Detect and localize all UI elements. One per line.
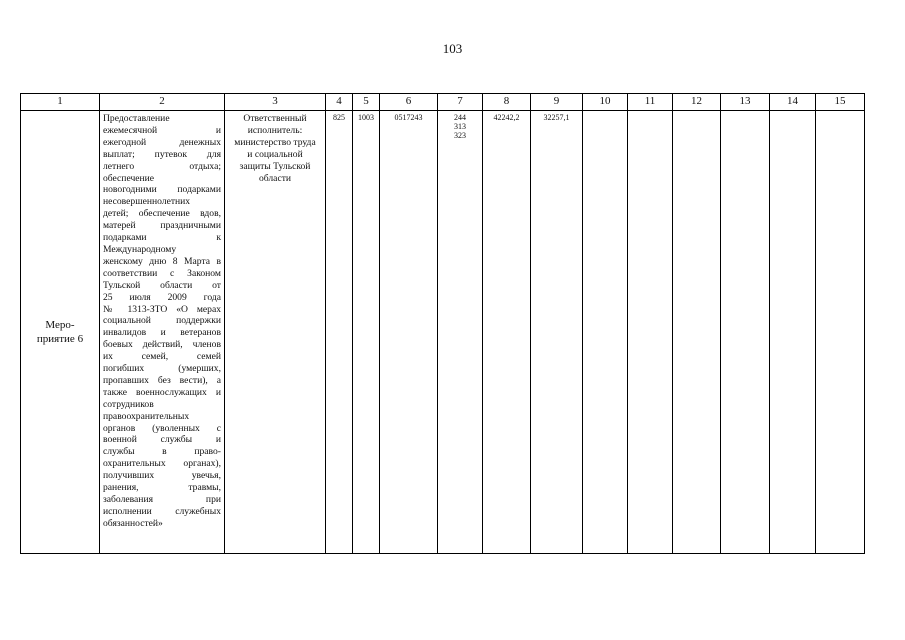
description-line: ежегодной денежных [103, 136, 221, 148]
cell-col7 [438, 111, 483, 554]
description-line: охранительных органах), [103, 458, 221, 470]
description-line: ранения, травмы, [103, 482, 221, 494]
table-row [21, 111, 865, 554]
header-cell: 13 [721, 94, 770, 111]
header-row [21, 94, 865, 111]
description-text [103, 113, 221, 530]
header-cell: 10 [583, 94, 628, 111]
header-cell: 1 [21, 94, 100, 111]
event-name-line: Меро- [45, 319, 75, 331]
description-line: выплат; путевок для [103, 148, 221, 160]
header-cell: 14 [770, 94, 816, 111]
header-cell: 15 [816, 94, 865, 111]
description-line: ежемесячной и [103, 124, 221, 136]
program-table [20, 93, 865, 554]
description-line: № 1313-ЗТО «О мерах [103, 303, 221, 315]
event-name-line: приятие 6 [36, 333, 84, 345]
description-line: подарками к [103, 232, 221, 244]
description-line: Международному [103, 243, 177, 255]
description-line: инвалидов и ветеранов [103, 327, 221, 339]
cell-col5: 1003 [353, 111, 380, 554]
description-line: сотрудников [103, 398, 154, 410]
header-cell: 6 [380, 94, 438, 111]
description-line: новогодними подарками [103, 184, 221, 196]
responsible-line: и социальной [247, 148, 303, 160]
code-list [438, 113, 482, 140]
cell-col8: 42242,2 [483, 111, 531, 554]
header-cell: 2 [100, 94, 225, 111]
cell-col6: 0517243 [380, 111, 438, 554]
responsible-line: исполнитель: [247, 124, 303, 136]
description-line: соответствии с Законом [103, 267, 221, 279]
description-line: матерей праздничными [103, 220, 221, 232]
description-line: боевых действий, членов [103, 339, 221, 351]
responsible-line: Ответственный [243, 113, 307, 124]
responsible-line: министерство труда [234, 136, 316, 148]
page-number: 103 [442, 41, 463, 56]
responsible-line: области [258, 172, 292, 184]
description-line: обеспечение [103, 172, 155, 184]
description-line: военной службы и [103, 434, 221, 446]
cell-col9: 32257,1 [531, 111, 583, 554]
header-cell: 9 [531, 94, 583, 111]
header-cell: 11 [628, 94, 673, 111]
description-line: детей; обеспечение вдов, [103, 208, 221, 220]
header-cell: 8 [483, 94, 531, 111]
event-name-cell [21, 111, 100, 554]
header-cell: 4 [326, 94, 353, 111]
header-cell: 3 [225, 94, 326, 111]
description-line: их семей, семей [103, 351, 221, 363]
cell-col13 [721, 111, 770, 554]
description-line: получивших увечья, [103, 470, 221, 482]
cell-col10 [583, 111, 628, 554]
cell-col12 [673, 111, 721, 554]
responsible-text [227, 113, 323, 184]
description-line: летнего отдыха; [103, 160, 221, 172]
cell-col15 [816, 111, 865, 554]
header-cell: 12 [673, 94, 721, 111]
code-item: 323 [454, 131, 466, 140]
responsible-cell [225, 111, 326, 554]
header-cell: 5 [353, 94, 380, 111]
code-item: 313 [454, 122, 466, 131]
description-line: социальной поддержки [103, 315, 221, 327]
description-line: службы в право- [103, 446, 221, 458]
description-line: заболевания при [103, 494, 221, 505]
description-line: женскому дню 8 Марта в [103, 255, 221, 267]
code-item: 244 [454, 113, 466, 122]
description-line: Тульской области от [103, 279, 221, 291]
responsible-line: защиты Тульской [239, 160, 311, 172]
description-line: погибших (умерших, [103, 363, 221, 375]
cell-col4: 825 [326, 111, 353, 554]
cell-col14 [770, 111, 816, 554]
description-line: обязанностей» [103, 517, 163, 529]
description-line: правоохранительных [103, 410, 190, 422]
cell-col11 [628, 111, 673, 554]
description-line: 25 июля 2009 года [103, 291, 221, 303]
description-line: также военнослужащих и [103, 386, 221, 398]
header-cell: 7 [438, 94, 483, 111]
description-line: Предоставление [103, 113, 170, 124]
description-line: пропавших без вести), а [103, 374, 221, 386]
description-line: несовершеннолетних [103, 196, 191, 208]
description-line: органов (уволенных с [103, 422, 221, 434]
description-cell [100, 111, 225, 554]
description-line: исполнении служебных [103, 505, 221, 517]
